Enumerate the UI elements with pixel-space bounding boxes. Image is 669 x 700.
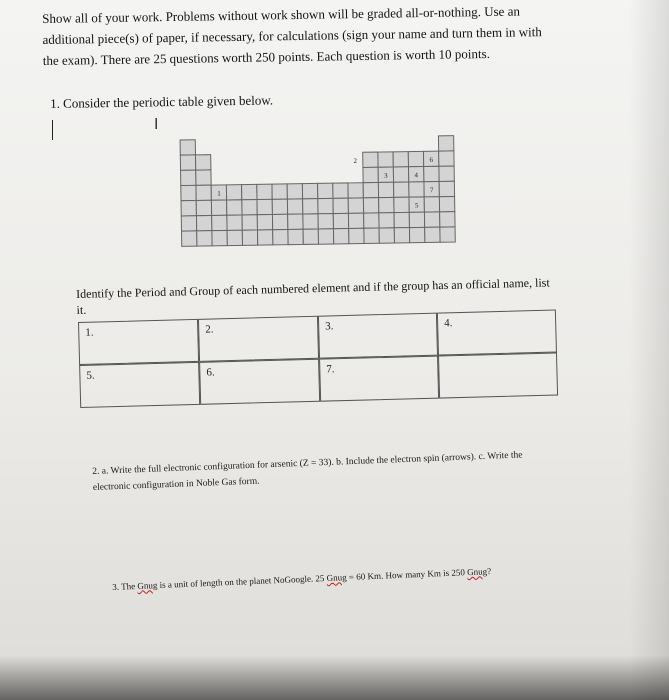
pt-cell — [394, 182, 409, 197]
pt-cell — [195, 155, 210, 170]
q3-term-1: Gnug — [137, 580, 158, 591]
answer-cell-3[interactable]: 3. — [318, 313, 438, 359]
pt-cell — [288, 229, 303, 244]
pt-cell — [393, 152, 408, 167]
pt-cell — [303, 214, 318, 229]
identify-instructions: Identify the Period and Group of each numbered element and if the group has an official name, list it. — [76, 275, 550, 317]
page-shadow-right — [629, 0, 669, 700]
pt-cell — [196, 215, 211, 230]
pt-cell — [181, 201, 196, 216]
pt-cell — [180, 155, 195, 170]
pt-cell — [318, 214, 333, 229]
pt-cell — [409, 227, 424, 242]
pt-cell — [257, 215, 272, 230]
pt-cell — [348, 183, 363, 198]
question-2-text: 2. a. Write the full electronic configuration for arsenic (Z = 33). b. Include the electron spin (arrows). c. Write the electronic configuration in Noble Gas form. — [92, 450, 523, 493]
pt-cell — [318, 183, 333, 198]
answer-cell-6[interactable]: 6. — [199, 359, 320, 405]
pt-cell — [196, 185, 211, 200]
pt-cell — [425, 227, 440, 242]
pt-cell — [318, 198, 333, 213]
pt-cell — [440, 212, 455, 227]
pt-cell — [363, 182, 378, 197]
pt-cell — [394, 228, 409, 243]
pt-cell — [303, 199, 318, 214]
pt-cell — [196, 200, 211, 215]
pt-element-label-1: 1 — [217, 189, 221, 198]
q3-part-3: = 60 Km. How many Km is 250 — [346, 567, 468, 583]
pt-cell — [212, 230, 227, 245]
pt-cell — [257, 199, 272, 214]
periodic-table-diagram — [178, 131, 470, 266]
pt-element-label-7: 7 — [429, 186, 434, 195]
pt-cell — [272, 214, 287, 229]
answer-cell-8[interactable] — [438, 352, 558, 398]
pt-element-label-5: 5 — [414, 201, 419, 210]
pt-cell — [439, 151, 454, 166]
pt-cell — [363, 167, 378, 182]
pt-cell — [212, 215, 227, 230]
pt-cell — [181, 170, 196, 185]
pt-cell — [181, 216, 196, 231]
pt-cell — [439, 196, 454, 211]
pt-cell — [197, 231, 212, 246]
pt-cell — [196, 170, 211, 185]
pt-cell — [226, 185, 241, 200]
pt-cell — [424, 197, 439, 212]
pt-cell — [272, 184, 287, 199]
pt-element-label-2: 2 — [353, 156, 358, 166]
q3-part-1: 3. The — [112, 580, 138, 592]
pt-cell — [364, 228, 379, 243]
pt-cell — [363, 198, 378, 213]
question-1-prompt: 1. Consider the periodic table given below. — [50, 92, 274, 111]
pt-cell — [438, 136, 453, 151]
pt-cell — [272, 199, 287, 214]
pt-element-label-4: 4 — [414, 171, 419, 180]
pt-cell — [180, 140, 195, 155]
pt-cell — [378, 152, 393, 167]
pt-cell — [379, 213, 394, 228]
pt-cell — [181, 185, 196, 200]
pt-cell — [349, 228, 364, 243]
pt-cell — [302, 183, 317, 198]
pt-cell — [242, 200, 257, 215]
pt-cell — [303, 229, 318, 244]
text-cursor-mark — [52, 120, 53, 140]
q3-part-4: ? — [486, 566, 492, 577]
pt-cell — [363, 152, 378, 167]
pt-cell — [408, 151, 423, 166]
question-3-text — [112, 561, 572, 594]
pt-element-label-3: 3 — [384, 171, 388, 180]
pt-cell — [379, 228, 394, 243]
pt-cell — [242, 230, 257, 245]
answer-cell-4[interactable]: 4. — [437, 309, 557, 355]
answer-cell-1[interactable]: 1. — [78, 319, 199, 365]
pt-cell — [393, 167, 408, 182]
pt-cell — [242, 184, 257, 199]
pt-cell — [242, 215, 257, 230]
answer-table — [78, 309, 558, 407]
pt-cell — [424, 166, 439, 181]
pt-cell — [318, 229, 333, 244]
pt-cell — [227, 215, 242, 230]
pt-cell — [394, 212, 409, 227]
answer-cell-5[interactable]: 5. — [79, 362, 200, 408]
answer-cell-2[interactable]: 2. — [198, 316, 319, 362]
pt-cell — [181, 231, 196, 246]
q3-term-3: Gnug — [466, 566, 488, 578]
pt-cell — [333, 229, 348, 244]
pt-cell — [227, 200, 242, 215]
pt-cell — [287, 199, 302, 214]
pt-cell — [273, 229, 288, 244]
pt-cell — [227, 230, 242, 245]
pt-cell — [409, 182, 424, 197]
pt-cell — [424, 212, 439, 227]
q3-part-2: is a unit of length on the planet NoGoogle. 25 — [157, 573, 327, 591]
pt-cell — [439, 166, 454, 181]
pt-cell — [333, 198, 348, 213]
pt-cell — [348, 198, 363, 213]
pt-cell — [378, 182, 393, 197]
pt-cell — [394, 197, 409, 212]
pt-cell — [439, 181, 454, 196]
pt-cell — [440, 227, 455, 242]
pt-element-label-6: 6 — [429, 155, 434, 164]
answer-cell-7[interactable]: 7. — [319, 356, 439, 402]
pt-cell — [348, 213, 363, 228]
q3-term-2: Gnug — [326, 572, 347, 584]
page-shadow-bottom — [0, 655, 669, 700]
pt-cell — [287, 184, 302, 199]
pt-cell — [333, 213, 348, 228]
pt-cell — [364, 213, 379, 228]
pt-cell — [379, 197, 394, 212]
pt-cell — [257, 184, 272, 199]
exam-instructions: Show all of your work. Problems without work shown will be graded all-or-nothing. Use an additional piece(s) of paper, if necessary, for calculations (sign your name and turn them in with the exam). There are 25 questions worth 250 points. Each question is worth 10 points. — [42, 3, 542, 68]
pt-cell — [333, 183, 348, 198]
pt-cell — [211, 200, 226, 215]
pt-cell — [409, 212, 424, 227]
ibeam-cursor-icon: I — [154, 115, 159, 133]
pt-cell — [288, 214, 303, 229]
periodic-table-cells — [180, 136, 455, 247]
pt-cell — [257, 230, 272, 245]
